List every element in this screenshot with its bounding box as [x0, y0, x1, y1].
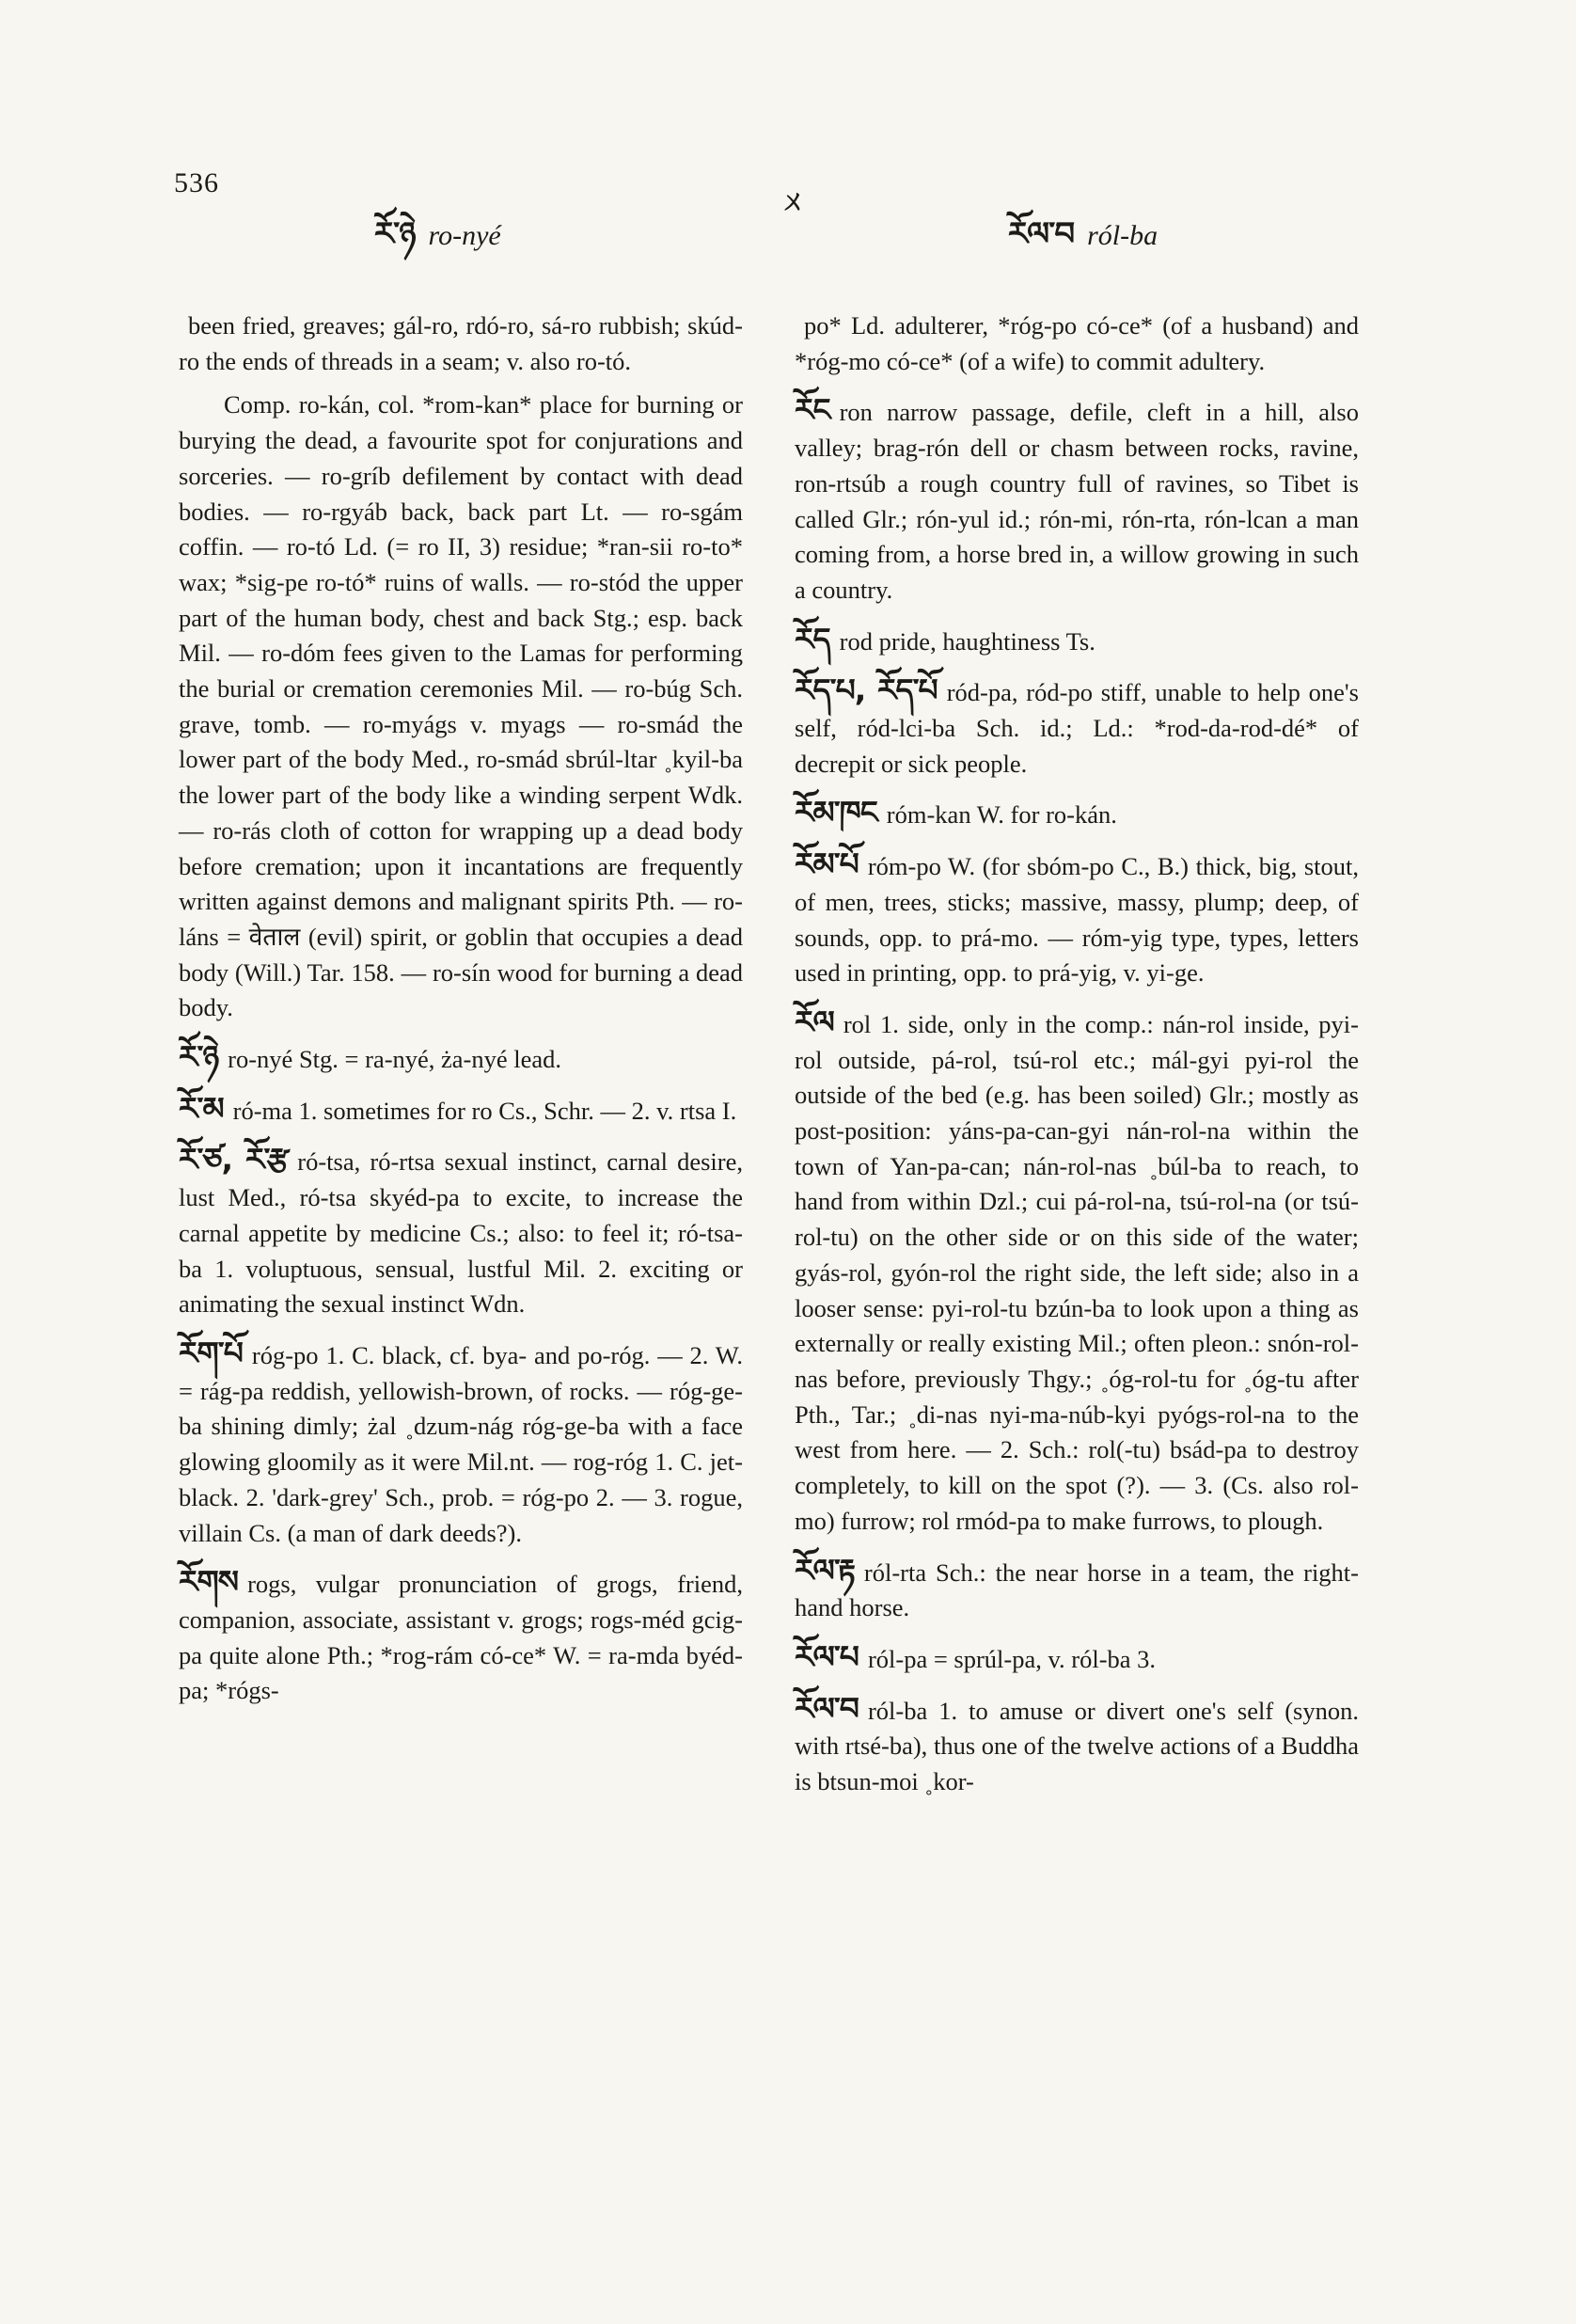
dictionary-entry — [795, 1691, 1359, 1800]
entry-headword: རོལ་རྟ — [795, 1551, 855, 1589]
entry-text: Comp. ro-kán, col. *rom-kan* place for burning or burying the dead, a favourite spot for conjurations and sorceries. — ro-gríb defilement by contact with dead bodies. — ro-rgyáb back, back part Lt. — ro-sgám coffin. — ro-tó Ld. (= ro II, 3) residue; *ran-sii ro-to* wax; *sig-pe ro-tó* ruins of walls. — ro-stód the upper part of the human body, chest and back Stg.; esp. back Mil. — ro-dóm fees given to the Lamas for performing the burial or cremation ceremonies Mil. — ro-búg Sch. grave, tomb. — ro-myágs v. myags — ro-smád the lower part of the body Med., ro-smád sbrúl-ltar ˳kyil-ba the lower part of the body like a winding serpent Wdk. — ro-rás cloth of cotton for wrapping up a dead body before cremation; upon it incantations are frequently written against demons and malignant spirits Pth. — ro-láns = वेताल (evil) spirit, or goblin that occupies a dead body (Will.) Tar. 158. — ro-sín wood for burning a dead body. — [179, 390, 743, 1022]
dictionary-entry — [179, 1564, 743, 1709]
dictionary-entry — [179, 306, 743, 379]
dictionary-entry — [179, 385, 743, 1026]
right-column — [795, 306, 1359, 1806]
running-head-right-guide: ról-ba — [1087, 220, 1158, 251]
entry-headword: རོག་པོ — [179, 1334, 243, 1371]
entry-headword: རོང — [795, 391, 830, 429]
dictionary-entry — [795, 795, 1359, 833]
entry-text: rol 1. side, only in the comp.: nán-rol inside, pyi-rol outside, pá-rol, tsú-rol etc.; mál-gyi pyi-rol the outside of the bed (e.g. has been soiled) Glr.; mostly as post-position: yáns-pa-can-gyi nán-rol-na within the town of Yan-pa-can; nán-rol-nas ˳búl-ba to reach, to hand from within Dzl.; cui pá-rol-na, tsú-rol-na (or tsú-rol-tu) on the other side or on this side of the water; gyás-rol, gyón-rol the right side, the left side; also in a looser sense: pyi-rol-tu bzún-ba to look upon a thing as externally or really existing Mil.; often pleon.: snón-rol-nas before, previously Thgy.; ˳óg-rol-tu for ˳óg-tu after Pth., Tar.; ˳di-nas nyi-ma-núb-kyi pyógs-rol-na to the west from here. — 2. Sch.: rol(-tu) bsád-pa to destroy completely, to kill on the spot (?). — 3. (Cs. also rol-mo) furrow; rol rmód-pa to make furrows, to plough. — [795, 1009, 1359, 1535]
entry-headword: རོ་མ — [179, 1089, 224, 1127]
dictionary-entry — [179, 1039, 743, 1078]
running-head-left-tibetan: རོ་ཉེ — [374, 217, 416, 252]
entry-text: po* Ld. adulterer, *róg-po có-ce* (of a husband) and *róg-mo có-ce* (of a wife) to commit adultery. — [795, 311, 1359, 375]
dictionary-entry — [795, 846, 1359, 991]
dictionary-entry — [179, 1336, 743, 1551]
dictionary-entry — [795, 1639, 1359, 1678]
dictionary-entry — [795, 1004, 1359, 1540]
entry-headword: རོ་ཙ, རོ་རྩ — [179, 1141, 289, 1178]
entry-text: rogs, vulgar pronunciation of grogs, friend, companion, associate, assistant v. grogs; rogs-méd gcig-pa quite alone Pth.; *rog-rám có-ce* W. = ra-mda byéd-pa; *rógs- — [179, 1570, 743, 1705]
entry-text: ron narrow passage, defile, cleft in a hill, also valley; brag-rón dell or chasm between rocks, ravine, ron-rtsúb a rough country full of ravines, so Tibet is called Glr.; rón-yul id.; rón-mi, rón-rta, rón-lcan a man coming from, a horse bred in, a willow growing in such a country. — [795, 398, 1359, 604]
dictionary-entry — [179, 1142, 743, 1322]
entry-headword: རོགས — [179, 1563, 239, 1601]
entry-text: ról-rta Sch.: the near horse in a team, the right-hand horse. — [795, 1557, 1359, 1622]
entry-text: rod pride, haughtiness Ts. — [839, 626, 1095, 656]
entry-headword: རོད — [795, 620, 830, 657]
dictionary-entry — [795, 672, 1359, 782]
left-column — [179, 306, 743, 1715]
entry-headword: རོམ་ཁང — [795, 794, 877, 831]
entry-headword: རོད་པ, རོད་པོ — [795, 672, 938, 709]
entry-text: ro-nyé Stg. = ra-nyé, ża-nyé lead. — [228, 1045, 562, 1074]
entry-headword: རོལ་བ — [795, 1689, 859, 1727]
dictionary-entry — [795, 306, 1359, 379]
page-number: 536 — [174, 167, 219, 198]
running-head-right-tibetan: རོལ་བ — [1008, 217, 1075, 252]
running-head-left-guide: ro-nyé — [428, 220, 501, 251]
entry-text: ró-ma 1. sometimes for ro Cs., Schr. — 2. v. rtsa I. — [232, 1096, 737, 1125]
dictionary-entry — [795, 622, 1359, 660]
entry-text: ród-pa, ród-po stiff, unable to help one's self, ród-lci-ba Sch. id.; Ld.: *rod-da-rod-dé* of decrepit or sick people. — [795, 678, 1359, 778]
running-head-left — [374, 198, 501, 288]
entry-text: róg-po 1. C. black, cf. bya- and po-róg. — 2. W. = rág-pa reddish, yellowish-brown, of rocks. — róg-ge-ba shining dimly; żal ˳dzum-nág róg-ge-ba with a face glowing gloomily as it were Mil.nt. — rog-róg 1. C. jet-black. 2. 'dark-grey' Sch., prob. = róg-po 2. — 3. rogue, villain Cs. (a man of dark deeds?). — [179, 1340, 743, 1547]
entry-headword: རོལ་པ — [795, 1637, 859, 1675]
entry-headword: རོ་ཉེ — [179, 1038, 219, 1076]
dictionary-entry — [179, 1091, 743, 1130]
entry-text: been fried, greaves; gál-ro, rdó-ro, sá-ro rubbish; skúd-ro the ends of threads in a seam; v. also ro-tó. — [179, 311, 743, 375]
entry-text: ról-ba 1. to amuse or divert one's self (synon. with rtsé-ba), thus one of the twelve actions of a Buddha is btsun-moi ˳kor- — [795, 1696, 1359, 1796]
entry-text: ró-tsa, ró-rtsa sexual instinct, carnal desire, lust Med., ró-tsa skyéd-pa to excite, to increase the carnal appetite by medicine Cs.; also: to feel it; ró-tsa-ba 1. voluptuous, sensual, lustful Mil. 2. exciting or animating the sexual instinct Wdn. — [179, 1147, 743, 1319]
entry-text: ról-pa = sprúl-pa, v. ról-ba 3. — [867, 1644, 1157, 1673]
running-head-right — [1008, 198, 1158, 288]
entry-headword: རོམ་པོ — [795, 846, 859, 883]
dictionary-entry — [795, 392, 1359, 608]
entry-text: róm-po W. (for sbóm-po C., B.) thick, big, stout, of men, trees, sticks; massive, massy, plump; deep, of sounds, opp. to prá-mo. — róm-yig type, types, letters used in printing, opp. to prá-yig, v. yi-ge. — [795, 852, 1359, 988]
center-mark: ㄨ — [780, 187, 808, 216]
dictionary-entry — [795, 1553, 1359, 1626]
entry-headword: རོལ — [795, 1003, 834, 1040]
entry-text: róm-kan W. for ro-kán. — [886, 800, 1117, 830]
